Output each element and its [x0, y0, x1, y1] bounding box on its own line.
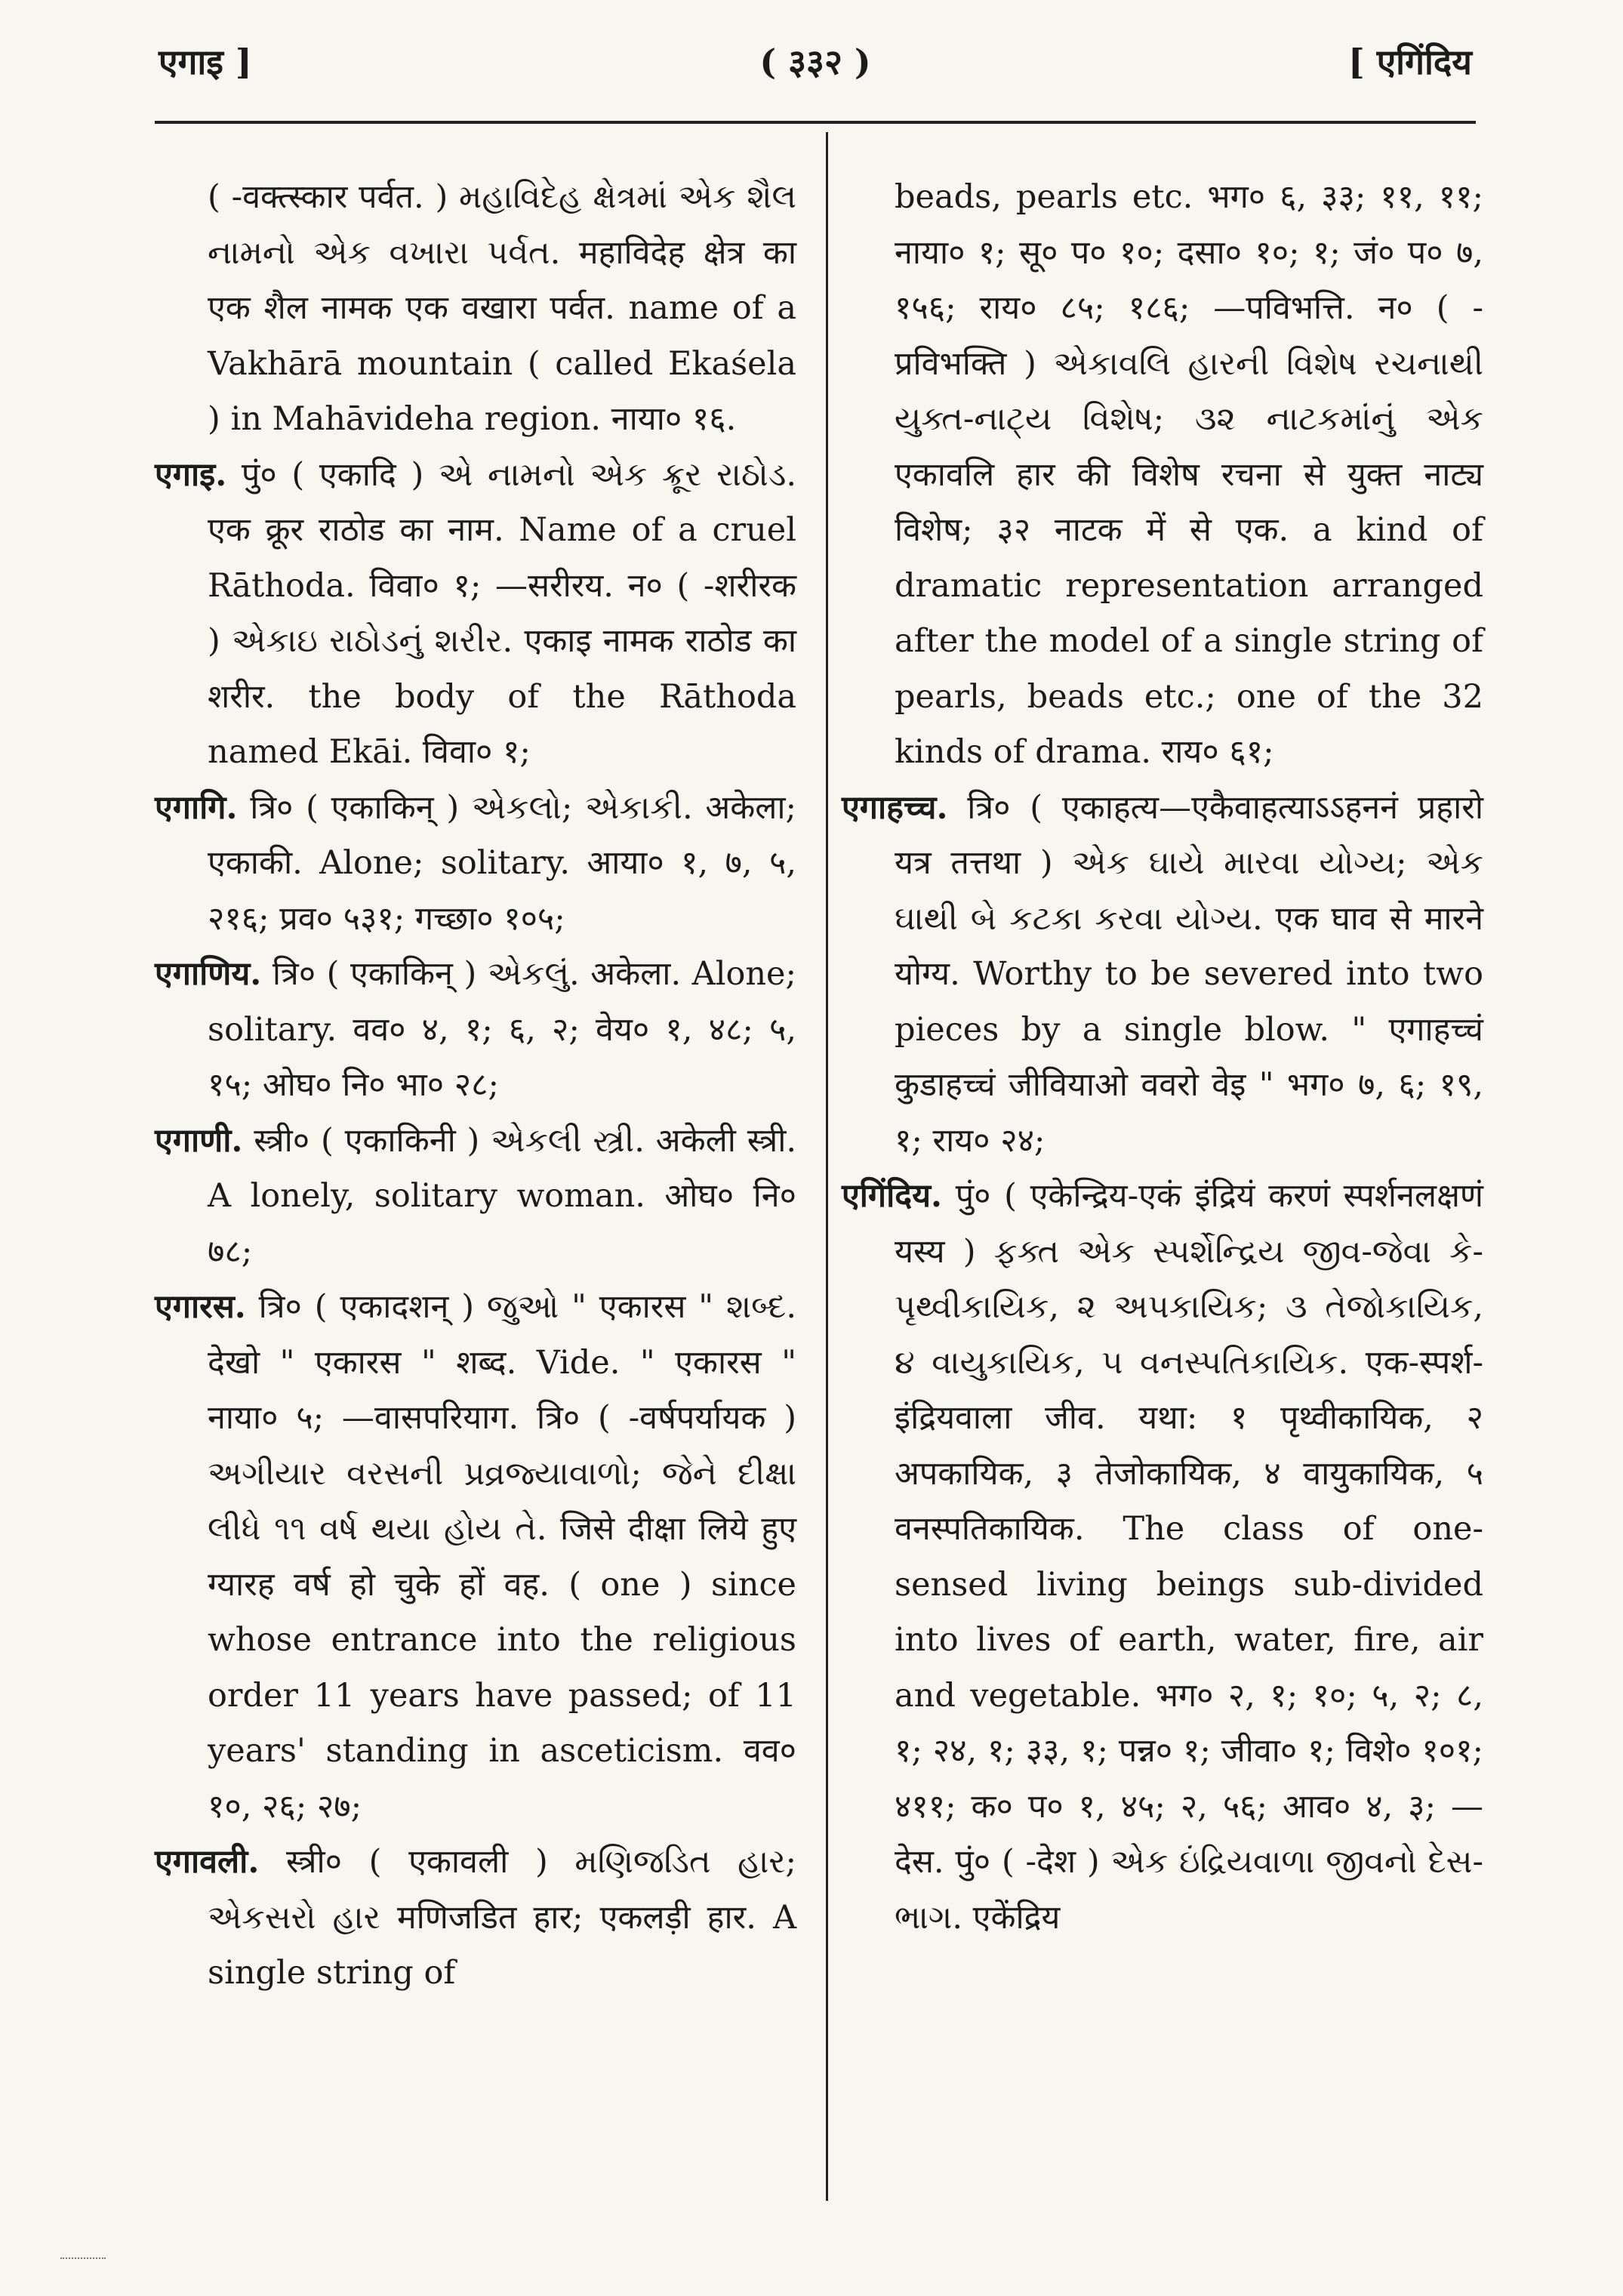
entry-headword: एगारस. — [155, 1288, 246, 1326]
dictionary-entry — [155, 1835, 796, 2002]
entry-text: त्रि० ( एकाकिन् ) એકલું. अकेला. Alone; solitary. वव० ४, १; ६, २; वेय० १, ४८; ५, १५; ओघ० नि० भा० २८; — [208, 955, 796, 1104]
right-column — [842, 170, 1483, 1946]
dictionary-entry — [842, 170, 1483, 781]
entry-headword: एगाइ. — [155, 455, 227, 494]
dictionary-entry — [155, 448, 796, 781]
page-number: ( ३३२ ) — [759, 42, 871, 82]
entry-headword: एगागि. — [155, 788, 238, 827]
entry-headword: एगावली. — [155, 1843, 260, 1881]
dictionary-entry — [842, 781, 1483, 1170]
bottom-scan-mark — [60, 2257, 106, 2259]
dictionary-entry — [155, 947, 796, 1114]
header-right-guideword: [ एगिंदिय — [1347, 42, 1472, 82]
dictionary-entry — [155, 781, 796, 948]
entry-text: त्रि० ( एकाकिन् ) એકલો; એકાકી. अकेला; एकाकी. Alone; solitary. आया० १, ७, ५, २१६; प्रव० ५३१; गच्छा० १०५; — [208, 788, 797, 938]
entry-text: पुं० ( एकादि ) એ નામનો એક ક્રૂર રાઠોડ. एक क्रूर राठोड का नाम. Name of a cruel Rāthoda. विवा० १; —सरीरय. न० ( -शरीरक ) એકાઇ રાઠોડનું શરીર. एकाइ नामक राठोड का शरीर. the body of the Rāthoda named Ekāi. विवा० १; — [208, 455, 796, 771]
entry-headword: एगाणी. — [155, 1121, 243, 1160]
entry-headword: एगाहच्च. — [842, 788, 948, 827]
column-divider — [826, 132, 828, 2201]
dictionary-entry — [155, 1280, 796, 1835]
entry-headword: एगिंदिय. — [842, 1177, 943, 1215]
entry-text: पुं० ( एकेन्द्रिय-एकं इंद्रियं करणं स्पर्शनलक्षणं यस्य ) ફક્ત એક સ્પર્શેન્દ્રિય જીવ-જેવા કે-પૃથ્વીકાયિક, ૨ અપકાયિક; ૩ તેજોકાયિક, ૪ વાયુકાયિક, ૫ વનસ્પતિકાયિક. एक-स्पर्श-इंद्रियवाला जीव. यथा: १ पृथ्वीकायिक, २ अपकायिक, ३ तेजोकायिक, ४ वायुकायिक, ५ वनस्पतिकायिक. The class of one-sensed living beings sub-divided into lives of earth, water, fire, air and vegetable. भग० २, १; १०; ५, २; ८, १; २४, १; ३३, १; पन्न० १; जीवा० १; विशे० १०१; ४११; क० प० १, ४५; २, ५६; आव० ४, ३; —देस. पुं० ( -देश ) એક ઇંદ્રિયવાળા જીવનો દેસ-ભાગ. एकेंद्रिय — [895, 1177, 1483, 1937]
entry-text: त्रि० ( एकादशन् ) જુઓ " एकारस " શબ્દ. देखो " एकारस " शब्द. Vide. " एकारस " नाया० ५; —वासपरियाग. त्रि० ( -वर्षपर्यायक ) અગીયાર વરસની પ્રવ્રજ્યાવાળો; જેને દીક્ષા લીધે ૧૧ વર્ષ થયા હોય તે. जिसे दीक्षा लिये हुए ग्यारह वर्ष हो चुके हों वह. ( one ) since whose entrance into the religious order 11 years have passed; of 11 years' standing in asceticism. वव० १०, २६; २७; — [208, 1288, 796, 1826]
entry-headword: एगाणिय. — [155, 955, 262, 993]
dictionary-entry — [155, 1114, 796, 1281]
entry-text: त्रि० ( एकाहत्य—एकैवाहत्याऽऽहननं प्रहारो यत्र तत्तथा ) એક ઘાયે મારવા યોગ્ય; એક ઘાથી બે કટકા કરવા યોગ્ય. एक घाव से मारने योग्य. Worthy to be severed into two pieces by a single blow. " एगाहच्चं कुडाहच्चं जीवियाओ ववरो वेइ " भग० ७, ६; १९, १; राय० २४; — [895, 788, 1483, 1160]
left-column — [155, 170, 796, 2002]
dictionary-entry — [842, 1169, 1483, 1946]
header-left-guideword: एगाइ ] — [159, 42, 252, 82]
entry-text: स्त्री० ( एकाकिनी ) એકલી સ્ત્રી. अकेली स्त्री. A lonely, solitary woman. ओघ० नि० ७८; — [208, 1121, 796, 1271]
entry-text: स्त्री० ( एकावली ) મણિજડિત હાર; એકસરો હાર मणिजडित हार; एकलड़ी हार. A single string of — [208, 1843, 797, 1992]
header-rule — [155, 121, 1476, 124]
entry-text: ( -वक्त्स्कार पर्वत. ) મહાવિદેહ ક્ષેત્રમાં એક શૈલ નામનો એક વખારા પર્વત. महाविदेह क्षेत्र का एक शैल नामक एक वखारा पर्वत. name of a Vakhārā mountain ( called Ekaśela ) in Mahāvideha region. नाया० १६. — [208, 178, 796, 438]
entry-text: beads, pearls etc. भग० ६, ३३; ११, ११; नाया० १; सू० प० १०; दसा० १०; १; जं० प० ७, १५६; राय० ८५; १८६; —पविभत्ति. न० ( -प्रविभक्ति ) એકાવલિ હારની વિશેષ રચનાથી યુક્ત-નાટ્ય વિશેષ; ૩૨ નાટકમાંનું એક एकावलि हार की विशेष रचना से युक्त नाट्य विशेष; ३२ नाटक में से एक. a kind of dramatic representation arranged after the model of a single string of pearls, beads etc.; one of the 32 kinds of drama. राय० ६१; — [895, 178, 1483, 771]
dictionary-entry — [155, 170, 796, 448]
page-header — [159, 38, 1472, 98]
